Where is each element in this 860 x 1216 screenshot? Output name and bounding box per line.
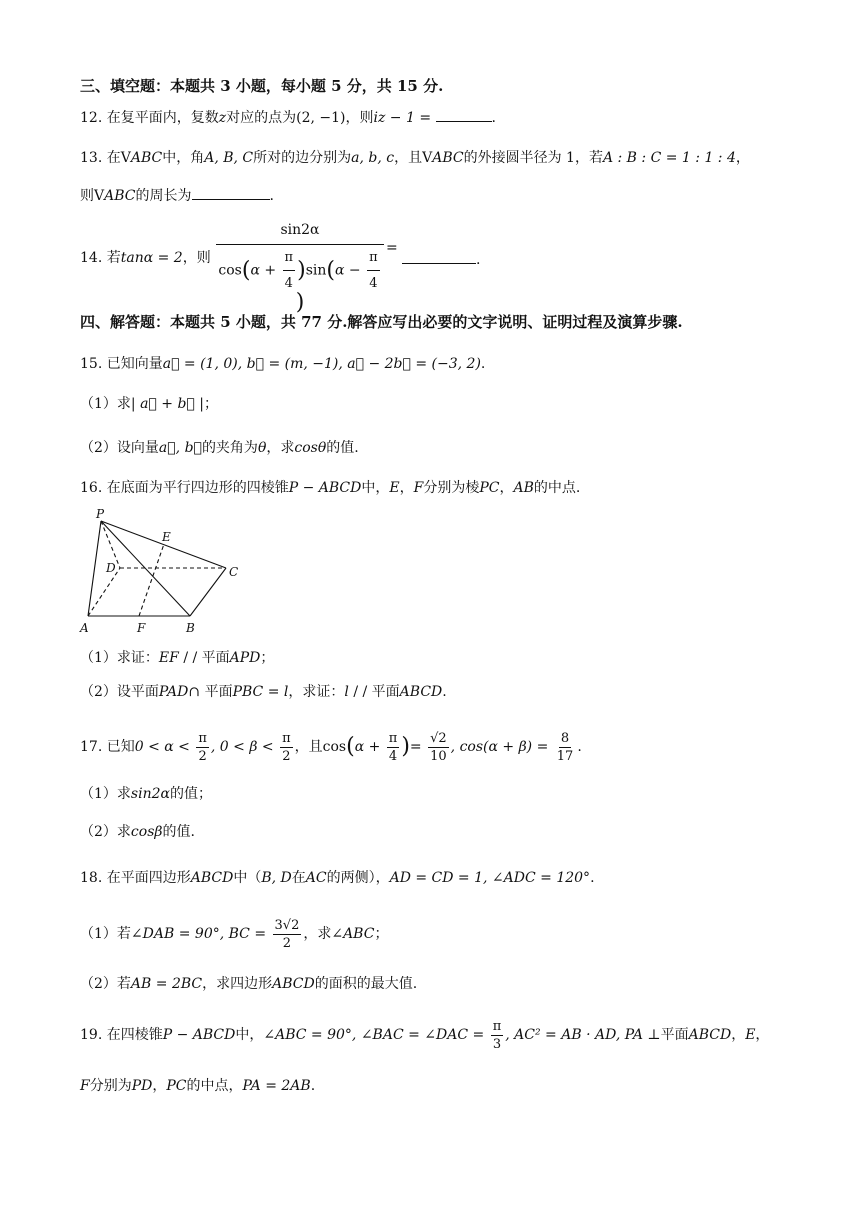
label-a: A bbox=[80, 621, 89, 635]
section-three-heading: 三、填空题：本题共 3 小题，每小题 5 分，共 15 分. bbox=[80, 77, 444, 95]
question-15-part-1: （1）求| a⃗ + b⃗ |； bbox=[80, 396, 218, 412]
q14-fraction: sin2α cos(α + $\frac{\pi}{4}$ )sin(α − $\frac{\pi}{4}$ ) bbox=[216, 222, 384, 315]
question-18: 18. 在平面四边形ABCD中（B, D在AC的两侧），AD = CD = 1, ∠ADC = 120°. bbox=[80, 870, 595, 886]
pyramid-figure bbox=[76, 508, 256, 640]
edge-bc bbox=[190, 568, 226, 616]
label-b: B bbox=[186, 621, 195, 635]
question-16: 16. 在底面为平行四边形的四棱锥P − ABCD中，E，F分别为棱PC，AB的中点. bbox=[80, 480, 581, 496]
label-c: C bbox=[229, 565, 239, 579]
q14-equals: = bbox=[386, 240, 398, 256]
q14-blank-wrap: . bbox=[402, 250, 480, 270]
question-18-part-2: （2）若AB = 2BC，求四边形ABCD的面积的最大值. bbox=[80, 976, 418, 992]
label-p: P bbox=[96, 508, 105, 521]
question-15-part-2: （2）设向量a⃗, b⃗的夹角为θ，求cosθ的值. bbox=[80, 440, 359, 456]
edge-pc bbox=[101, 521, 226, 568]
question-12: 12. 在复平面内，复数z对应的点为(2, −1)，则iz − 1 = . bbox=[80, 110, 496, 126]
segment-ef bbox=[139, 544, 164, 616]
question-17-part-1: （1）求sin2α的值； bbox=[80, 786, 212, 802]
question-17: 17. 已知0 < α < $\frac{\pi}{2}$ , 0 < β < $\frac{\pi}{2}$ ，且cos(α + $\frac{\pi}{4}$ )= $\frac{√2}{10}$ , cos(α + β) = $\frac{8}{17}$ . bbox=[80, 730, 582, 764]
question-15: 15. 已知向量a⃗ = (1, 0), b⃗ = (m, −1), a⃗ − 2b⃗ = (−3, 2). bbox=[80, 356, 486, 372]
question-19-line-1: 19. 在四棱锥P − ABCD中，∠ABC = 90°, ∠BAC = ∠DAC = $\frac{\pi}{3}$ , AC² = AB · AD, PA ⊥平面ABCD，E， bbox=[80, 1018, 770, 1052]
answer-blank bbox=[192, 187, 270, 200]
edge-ad bbox=[88, 568, 120, 616]
question-13-line-1: 13. 在VABC中，角A, B, C所对的边分别为a, b, c，且VABC的外接圆半径为 1，若A : B : C = 1 : 1 : 4， bbox=[80, 150, 750, 166]
question-18-part-1: （1）若∠DAB = 90°, BC = $\frac{3√2}{2}$ ，求∠ABC； bbox=[80, 917, 389, 951]
question-16-part-1: （1）求证：EF / / 平面APD； bbox=[80, 650, 275, 666]
label-e: E bbox=[162, 530, 171, 544]
section-four-heading: 四、解答题：本题共 5 小题，共 77 分.解答应写出必要的文字说明、证明过程及演算步骤. bbox=[80, 313, 683, 331]
answer-blank bbox=[402, 251, 476, 264]
question-13-line-2: 则VABC的周长为 . bbox=[80, 188, 274, 204]
question-17-part-2: （2）求cosβ的值. bbox=[80, 824, 195, 840]
edge-pa bbox=[88, 521, 101, 616]
question-14: 14. 若tanα = 2，则 bbox=[80, 250, 211, 266]
question-19-line-2: F分别为PD，PC的中点，PA = 2AB. bbox=[80, 1078, 316, 1094]
answer-blank bbox=[436, 109, 492, 122]
label-d: D bbox=[106, 561, 116, 575]
label-f: F bbox=[137, 621, 146, 635]
question-16-part-2: （2）设平面PAD∩ 平面PBC = l，求证：l / / 平面ABCD. bbox=[80, 684, 447, 700]
